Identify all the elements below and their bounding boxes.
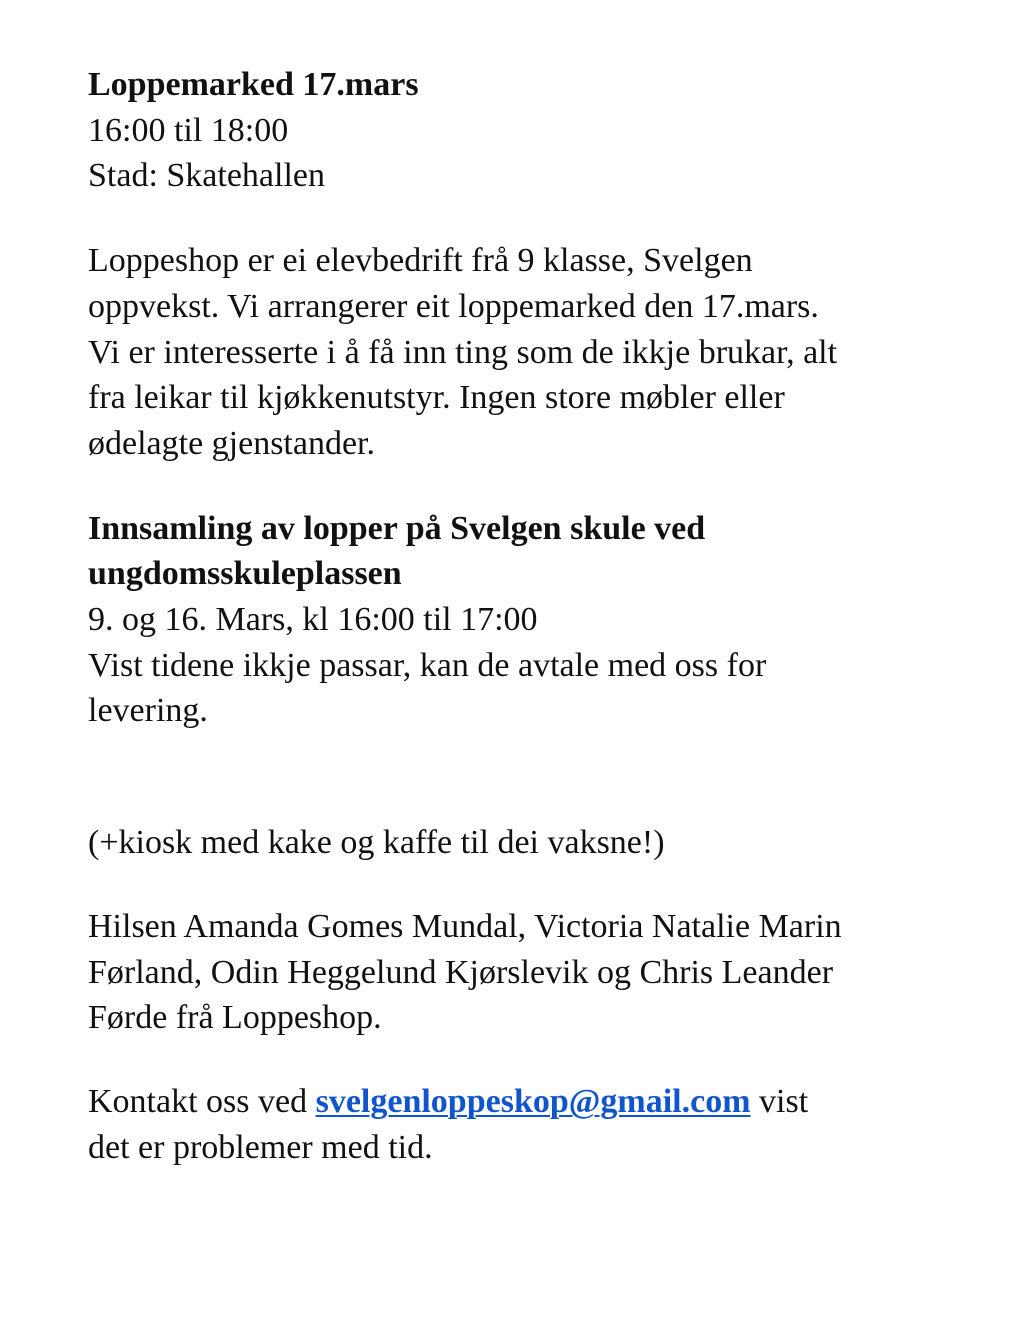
- intro-line: fra leikar til kjøkkenutstyr. Ingen store møbler eller: [88, 379, 785, 417]
- collection-section: [88, 506, 988, 735]
- intro-paragraph: [88, 238, 988, 467]
- collection-heading: ungdomsskuleplassen: [88, 555, 402, 593]
- event-time: 16:00 til 18:00: [88, 111, 289, 149]
- greeting-line: Førland, Odin Heggelund Kjørslevik og Chris Leander: [88, 953, 834, 991]
- greeting-line: Førde frå Loppeshop.: [88, 999, 382, 1037]
- contact-prefix: Kontakt oss ved: [88, 1082, 316, 1120]
- intro-line: ødelagte gjenstander.: [88, 424, 376, 462]
- greeting-paragraph: [88, 904, 988, 1041]
- spacer: [88, 467, 988, 506]
- spacer: [88, 199, 988, 238]
- kiosk-note: [88, 820, 988, 866]
- intro-line: Loppeshop er ei elevbedrift frå 9 klasse, Svelgen: [88, 242, 753, 280]
- email-link[interactable]: svelgenloppeskop@gmail.com: [315, 1082, 751, 1120]
- intro-line: oppvekst. Vi arrangerer eit loppemarked den 17.mars.: [88, 287, 819, 325]
- kiosk-text: (+kiosk med kake og kaffe til dei vaksne!): [88, 824, 665, 862]
- contact-suffix: vist: [750, 1082, 809, 1120]
- contact-line-2: det er problemer med tid.: [88, 1128, 433, 1166]
- intro-line: Vi er interesserte i å få inn ting som de ikkje brukar, alt: [88, 333, 838, 371]
- event-info: [88, 62, 988, 199]
- contact-paragraph: [88, 1079, 988, 1170]
- event-title: Loppemarked 17.mars: [88, 66, 419, 103]
- collection-detail: Vist tidene ikkje passar, kan de avtale med oss for: [88, 646, 767, 684]
- event-place: Stad: Skatehallen: [88, 157, 326, 195]
- collection-detail: levering.: [88, 692, 208, 730]
- collection-heading: Innsamling av lopper på Svelgen skule ved: [88, 509, 706, 547]
- contact-line: [88, 1079, 988, 1125]
- spacer: [88, 1041, 988, 1079]
- spacer: [88, 734, 988, 820]
- flyer-document: [88, 62, 988, 1170]
- collection-detail: 9. og 16. Mars, kl 16:00 til 17:00: [88, 601, 538, 639]
- spacer: [88, 866, 988, 904]
- greeting-line: Hilsen Amanda Gomes Mundal, Victoria Natalie Marin: [88, 907, 842, 945]
